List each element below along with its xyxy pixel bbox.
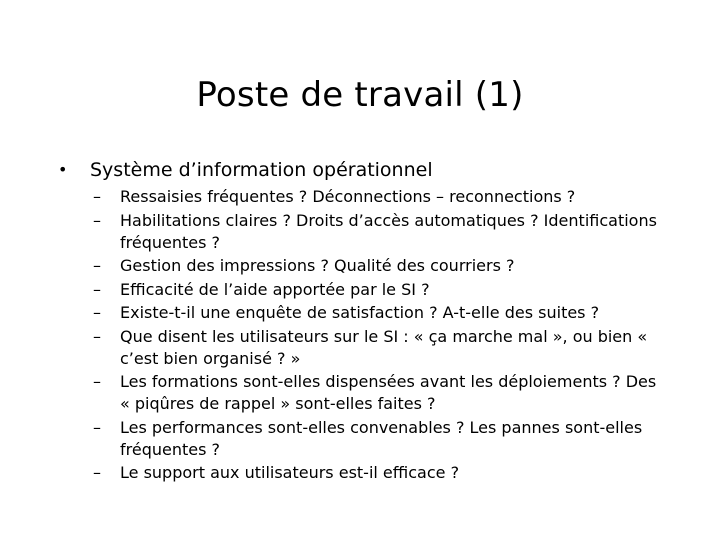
dash-marker: – <box>93 256 101 275</box>
bullet-marker: • <box>58 160 68 179</box>
sub-bullet-item <box>93 255 660 277</box>
sub-bullet-text: Les formations sont-elles dispensées avant les déploiements ? Des « piqûres de rappel » sont-elles faites ? <box>120 372 657 413</box>
main-bullet <box>58 157 678 183</box>
sub-bullet-text: Gestion des impressions ? Qualité des courriers ? <box>120 256 515 275</box>
sub-bullet-item <box>93 417 660 461</box>
sub-bullet-item <box>93 462 660 484</box>
dash-marker: – <box>93 417 101 437</box>
dash-marker: – <box>93 279 101 299</box>
dash-marker: – <box>93 463 101 482</box>
dash-marker: – <box>93 326 101 346</box>
sub-bullet-text: Habilitations claires ? Droits d’accès automatiques ? Identifications fréquentes ? <box>120 210 657 252</box>
sub-bullet-list <box>93 186 660 484</box>
sub-bullet-text: Le support aux utilisateurs est-il efficace ? <box>120 463 460 482</box>
main-bullet-text: Système d’information opérationnel <box>90 159 433 181</box>
sub-bullet-text: Que disent les utilisateurs sur le SI : « ça marche mal », ou bien « c’est bien organisé ? » <box>120 326 648 368</box>
sub-bullet-item <box>93 210 660 254</box>
sub-bullet-text: Existe-t-il une enquête de satisfaction ? A-t-elle des suites ? <box>120 303 600 322</box>
sub-bullet-text: Les performances sont-elles convenables ? Les pannes sont-elles fréquentes ? <box>120 417 643 459</box>
sub-bullet-text: Ressaisies fréquentes ? Déconnections – reconnections ? <box>120 187 576 206</box>
dash-marker: – <box>93 303 101 322</box>
sub-bullet-text: Efficacité de l’aide apportée par le SI ? <box>120 279 430 299</box>
sub-bullet-item <box>93 326 660 370</box>
slide-title: Poste de travail (1) <box>196 75 524 115</box>
dash-marker: – <box>93 372 101 391</box>
sub-bullet-item <box>93 371 660 415</box>
sub-bullet-item <box>93 186 660 208</box>
dash-marker: – <box>93 210 101 230</box>
sub-bullet-item <box>93 302 660 324</box>
slide-content <box>58 157 678 486</box>
sub-bullet-item <box>93 279 660 301</box>
dash-marker: – <box>93 187 101 206</box>
